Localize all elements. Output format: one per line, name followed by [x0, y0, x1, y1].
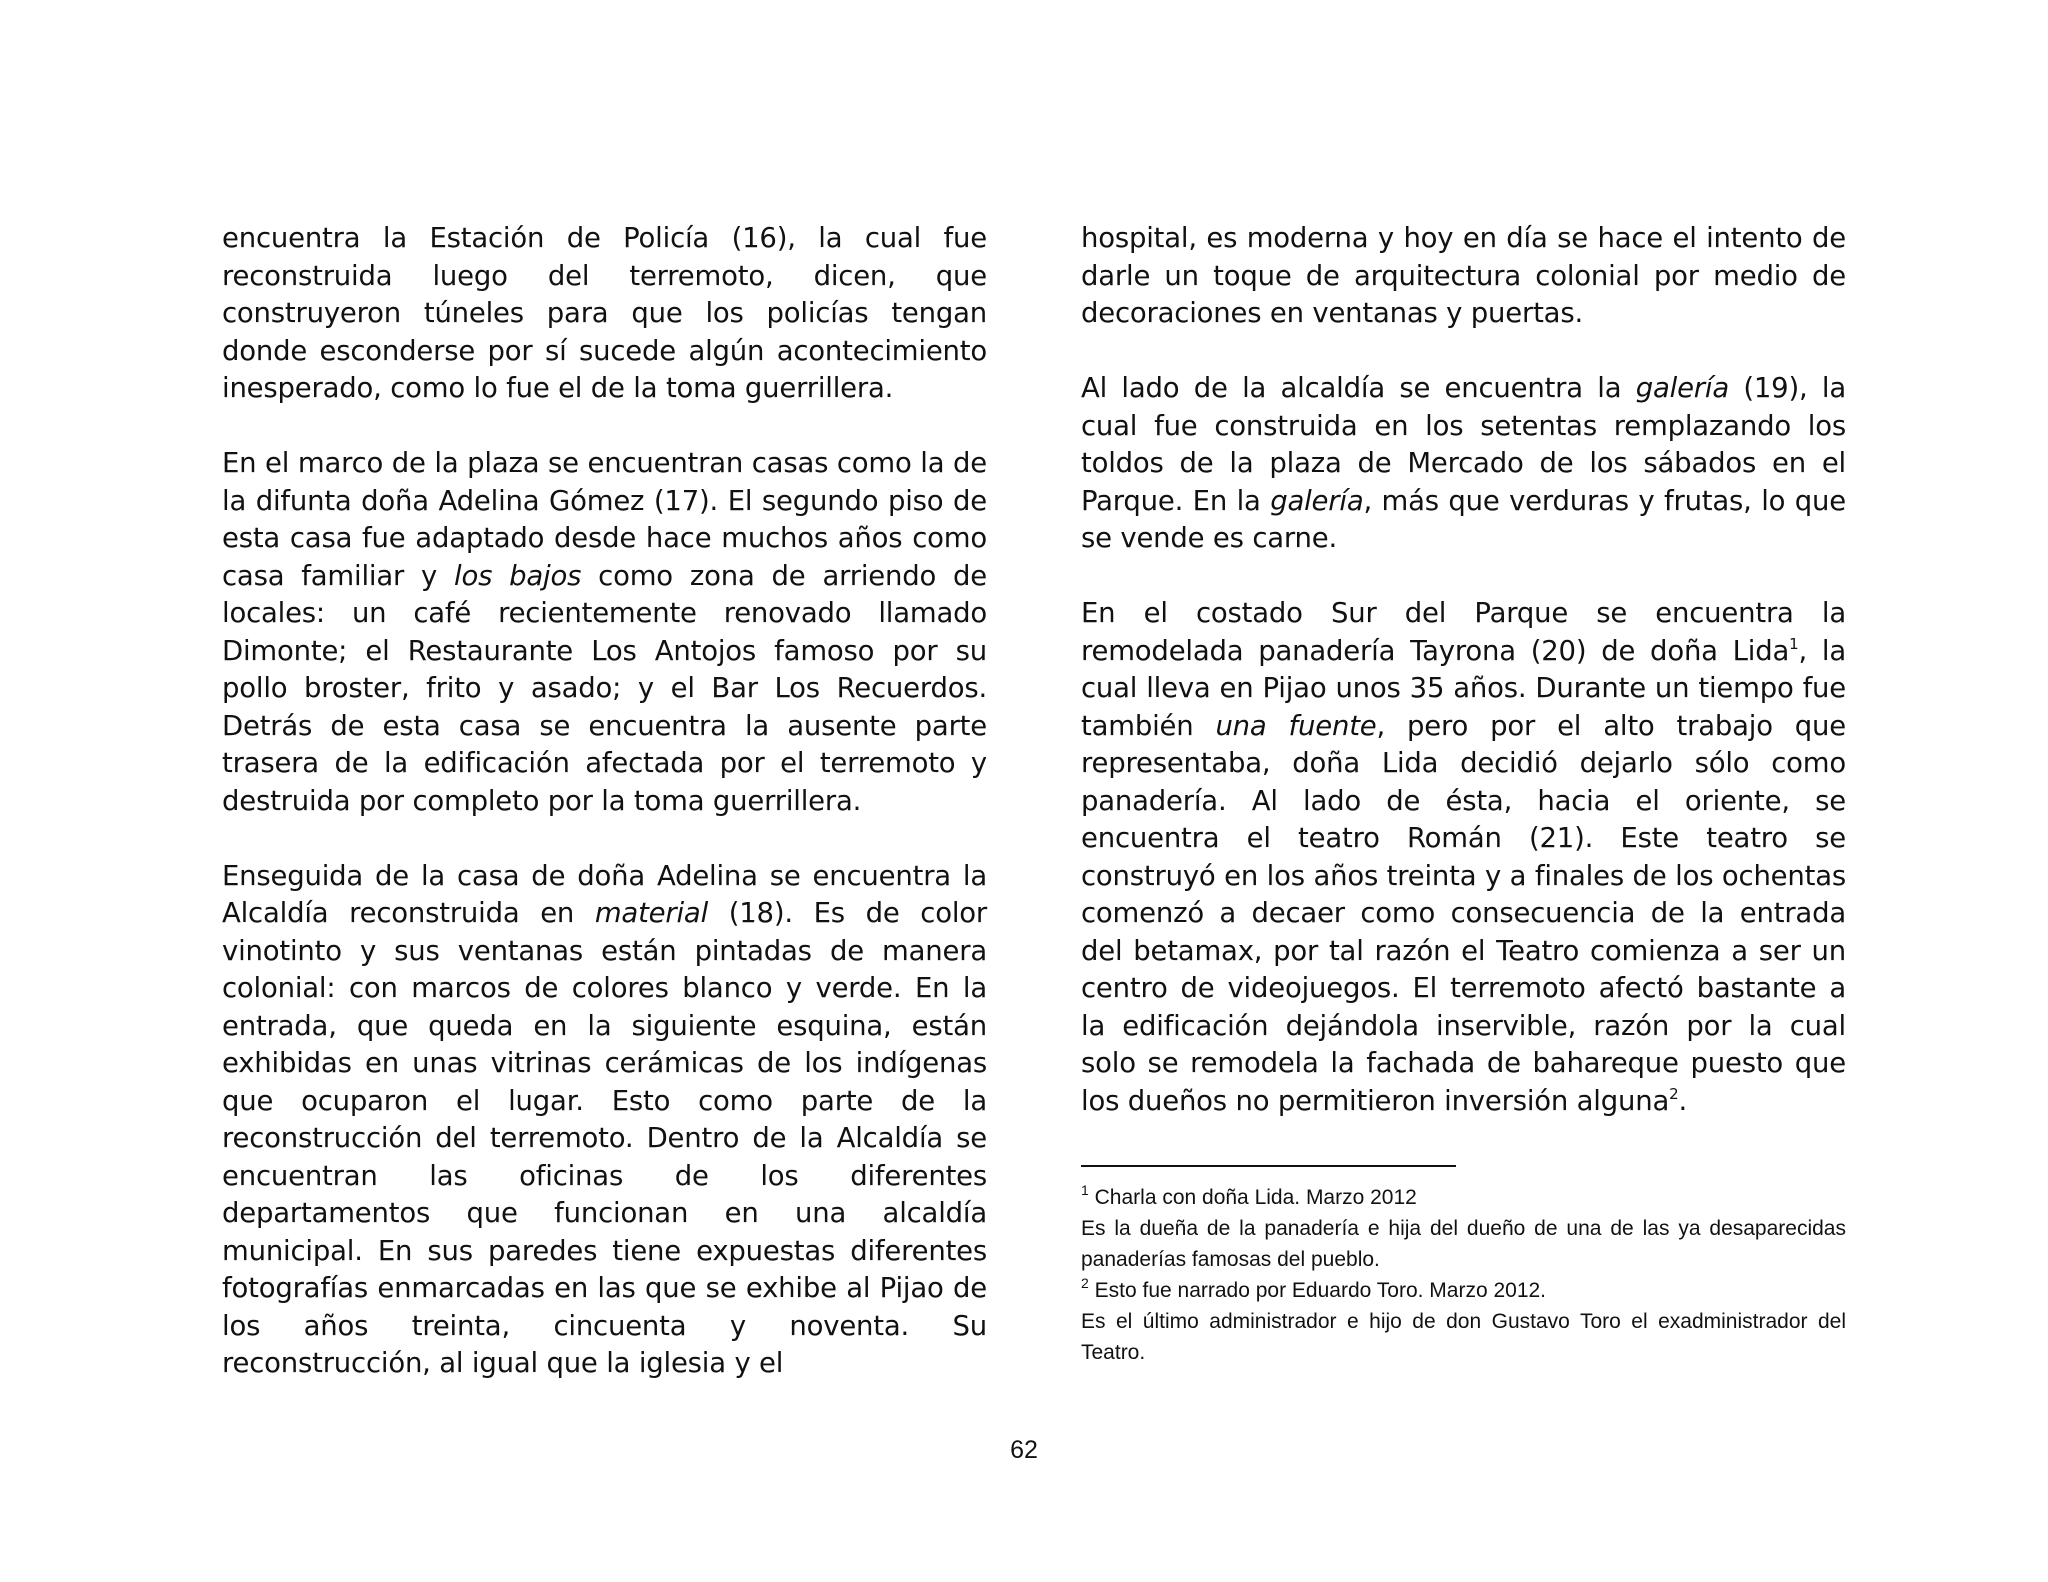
footnote-1-detail: Es la dueña de la panadería e hija del dueño de una de las ya desaparecidas panaderías famosas del pueblo. [1081, 1217, 1846, 1271]
paragraph-text: Al lado de la alcaldía se encuentra la [1081, 372, 1636, 404]
footnote-separator [1081, 1165, 1456, 1167]
footnote-text: Charla con doña Lida. Marzo 2012 [1088, 1186, 1417, 1209]
footnotes-section [1081, 1165, 1846, 1368]
footnote-reference-1[interactable]: 1 [1789, 634, 1799, 653]
paragraph-text: , pero por el alto trabajo que representaba, doña Lida decidió dejarlo sólo como panadería. Al lado de ésta, hacia el oriente, se encuentra el teatro Román (21). Este teatro se construyó en los años treinta y a finales de los ochentas comenzó a decaer como consecuencia de la entrada del betamax, por tal razón el Teatro comienza a ser un centro de videojuegos. El terremoto afectó bastante a la edificación dejándola inservible, razón por la cual solo se remodela la fachada de bahareque puesto que los dueños no permitieron inversión alguna [1081, 709, 1846, 1117]
paragraph-alcaldia [222, 858, 987, 1383]
paragraph-text: hospital, es moderna y hoy en día se hace el intento de darle un toque de arquitectura colonial por medio de decoraciones en ventanas y puertas. [1081, 222, 1846, 329]
paragraph-plaza-houses [222, 445, 987, 820]
paragraph-text: En el marco de la plaza se encuentran casas como la de la difunta doña Adelina Gómez (17). El segundo piso de esta casa fue adaptado desde hace muchos años como casa familiar y [222, 447, 987, 592]
paragraph-text: (19), la cual fue construida en los setentas remplazando los toldos de la plaza de Mercado de los sábados en el Parque. En la [1081, 372, 1846, 517]
paragraph-police-station [222, 220, 987, 408]
paragraph-text: . [1678, 1084, 1688, 1117]
footnote-text: Esto fue narrado por Eduardo Toro. Marzo 2012. [1088, 1279, 1547, 1302]
left-text-column [222, 220, 987, 1383]
paragraph-text: En el costado Sur del Parque se encuentra la remodelada panadería Tayrona (20) de doña Lida [1081, 597, 1846, 667]
paragraph-text: , la cual lleva en Pijao unos 35 años. Durante un tiempo fue también [1081, 634, 1846, 742]
italic-term: los bajos [454, 559, 582, 592]
paragraph-hospital [1081, 220, 1846, 333]
paragraph-text: encuentra la Estación de Policía (16), la cual fue reconstruida luego del terremoto, dicen, que construyeron túneles para que los policías tengan donde esconderse por sí sucede algún acontecimiento inesperado, como lo fue el de la toma guerrillera. [222, 222, 987, 404]
footnote-2-detail: Es el último administrador e hijo de don Gustavo Toro el exadministrador del Teatro. [1081, 1310, 1846, 1364]
italic-term: galería [1635, 372, 1729, 404]
footnote-mark: 1 [1081, 1182, 1089, 1198]
paragraph-panaderia-teatro [1081, 595, 1846, 1120]
italic-term: material [594, 897, 709, 929]
footnote-mark: 2 [1081, 1275, 1089, 1291]
footnote-2 [1081, 1275, 1846, 1306]
footnote-reference-2[interactable]: 2 [1669, 1084, 1679, 1103]
footnote-1 [1081, 1182, 1846, 1213]
right-text-column [1081, 220, 1846, 1120]
paragraph-text: (18). Es de color vinotinto y sus ventanas están pintadas de manera colonial: con marcos de colores blanco y verde. En la entrada, que queda en la siguiente esquina, están exhibidas en unas vitrinas cerámicas de los indígenas que ocuparon el lugar. Esto como parte de la reconstrucción del terremoto. Dentro de la Alcaldía se encuentran las oficinas de los diferentes departamentos que funcionan en una alcaldía municipal. En sus paredes tiene expuestas diferentes fotografías enmarcadas en las que se exhibe al Pijao de los años treinta, cincuenta y noventa. Su reconstrucción, al igual que la iglesia y el [222, 897, 987, 1379]
page-number: 62 [1010, 1436, 1038, 1464]
italic-term: galería [1270, 484, 1364, 517]
paragraph-text: Enseguida de la casa de doña Adelina se encuentra la Alcaldía reconstruida en [222, 859, 987, 929]
italic-term: una fuente [1215, 709, 1377, 742]
paragraph-text: , más que verduras y frutas, lo que se vende es carne. [1081, 484, 1846, 554]
paragraph-text: como zona de arriendo de locales: un café recientemente renovado llamado Dimonte; el Restaurante Los Antojos famoso por su pollo broster, frito y asado; y el Bar Los Recuerdos. Detrás de esta casa se encuentra la ausente parte trasera de la edificación afectada por el terremoto y destruida por completo por la toma guerrillera. [222, 559, 987, 817]
paragraph-galeria [1081, 370, 1846, 558]
